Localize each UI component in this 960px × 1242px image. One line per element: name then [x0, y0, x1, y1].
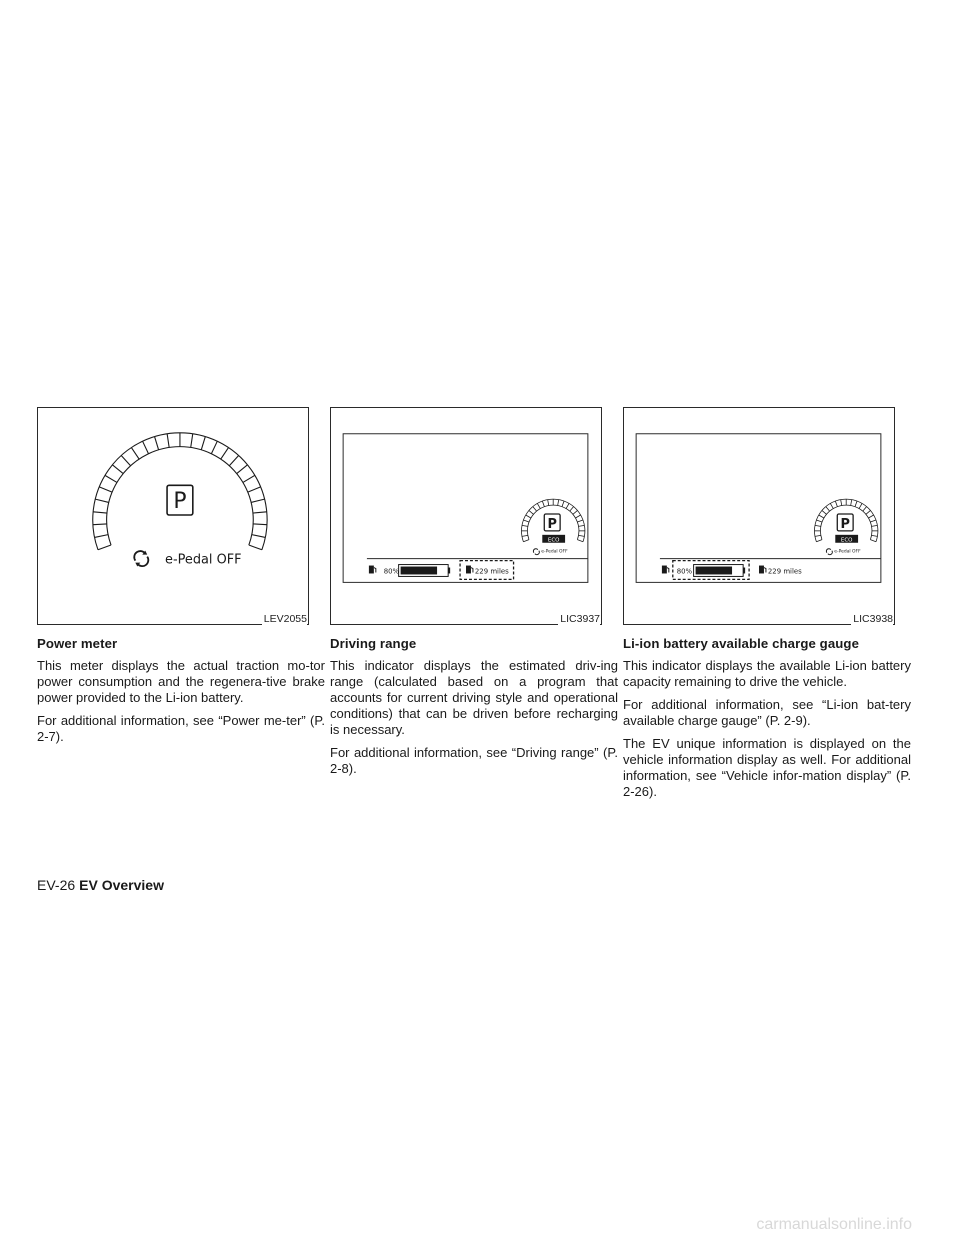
section-heading: Power meter — [37, 636, 118, 651]
arc-segment-tick — [221, 448, 229, 460]
arc-segment-tick — [229, 455, 238, 465]
arc-segment-tick — [866, 510, 871, 514]
arc-segment-tick — [121, 455, 130, 465]
arc-segment-tick — [529, 510, 534, 514]
section-paragraph: The EV unique information is displayed on the vehicle information display as well. For additional information, see “Vehicle infor-mation display” (P. 2-26). — [623, 736, 911, 799]
epedal-label: e-Pedal OFF — [834, 549, 861, 555]
regen-arrow-icon — [533, 549, 539, 555]
battery-percent: 80% — [383, 567, 400, 576]
arc-segment-tick — [577, 520, 583, 522]
arc-segment-tick — [155, 437, 159, 450]
arc-segment-tick — [576, 515, 581, 518]
arc-segment-tick — [191, 434, 193, 448]
epedal-label: e-Pedal OFF — [541, 549, 568, 555]
arc-segment-tick — [533, 507, 537, 512]
arc-segment-tick — [816, 520, 822, 522]
chapter-title: EV Overview — [79, 877, 164, 893]
arc-segment-tick — [830, 503, 833, 508]
arc-segment-tick — [815, 535, 821, 536]
battery-gauge-illustration — [624, 408, 894, 624]
figure-code: LIC3938 — [853, 613, 893, 625]
arc-segment-tick — [566, 503, 569, 508]
arc-segment-tick — [558, 500, 559, 506]
arc-segment-tick — [253, 512, 267, 513]
eco-badge-text: ECO — [840, 537, 853, 544]
section-battery-gauge — [623, 636, 911, 807]
figure-code: LIC3937 — [560, 613, 600, 625]
page-number: EV-26 — [37, 877, 76, 893]
arc-segment-tick — [577, 540, 583, 542]
arc-segment-tick — [851, 500, 852, 506]
arc-segment-tick — [526, 515, 531, 518]
arc-segment-tick — [99, 487, 112, 492]
fuel-pump-icon — [369, 566, 376, 574]
battery-gauge-fill — [696, 567, 732, 575]
section-heading: Driving range — [330, 636, 417, 651]
eco-badge-text: ECO — [547, 537, 560, 544]
arc-segment-tick — [523, 540, 529, 542]
arc-segment-tick — [816, 540, 822, 542]
fuel-pump-icon — [759, 566, 766, 574]
watermark: carmanualsonline.info — [756, 1216, 912, 1233]
arc-segment-tick — [143, 441, 149, 454]
arc-segment-tick — [579, 525, 585, 526]
battery-gauge-fill — [401, 567, 437, 575]
arc-segment-tick — [835, 501, 837, 507]
arc-segment-tick — [93, 512, 107, 513]
arc-segment-tick — [523, 520, 529, 522]
arc-segment-tick — [841, 500, 842, 506]
arc-segment-tick — [579, 535, 585, 536]
arc-segment-tick — [131, 448, 139, 460]
arc-segment-tick — [248, 487, 261, 492]
power-meter-illustration — [38, 408, 308, 624]
arc-segment-tick — [570, 507, 574, 512]
arc-segment-tick — [573, 510, 578, 514]
arc-segment-tick — [522, 525, 528, 526]
driving-range-illustration — [331, 408, 601, 624]
arc-segment-tick — [95, 535, 109, 538]
range-value: 229 miles — [474, 567, 509, 576]
fuel-pump-icon — [466, 566, 473, 574]
arc-segment-tick — [252, 535, 266, 538]
section-paragraph: This indicator displays the available Li-ion battery capacity remaining to drive the vehicle. — [623, 658, 911, 689]
arc-segment-tick — [870, 520, 876, 522]
arc-segment-tick — [815, 525, 821, 526]
arc-segment-tick — [872, 525, 878, 526]
regen-arrow-icon — [826, 549, 832, 555]
section-paragraph: This meter displays the actual traction mo-tor power consumption and the regenera-tive brake power provided to the Li-ion battery. — [37, 658, 325, 705]
battery-gauge-tip — [448, 568, 450, 574]
arc-segment-tick — [253, 524, 267, 525]
arc-segment-tick — [826, 507, 830, 512]
arc-segment-tick — [869, 515, 874, 518]
battery-percent: 80% — [676, 567, 693, 576]
range-value: 229 miles — [767, 567, 802, 576]
fuel-pump-icon — [662, 566, 669, 574]
gear-indicator: P — [547, 516, 557, 532]
arc-segment-tick — [537, 503, 540, 508]
section-paragraph: For additional information, see “Li-ion bat-tery available charge gauge” (P. 2-9). — [623, 697, 911, 728]
figure-driving-range — [330, 407, 602, 625]
arc-segment-tick — [863, 507, 867, 512]
arc-segment-tick — [243, 475, 255, 482]
epedal-label: e-Pedal OFF — [165, 552, 242, 568]
arc-segment-tick — [237, 465, 248, 474]
arc-segment-tick — [93, 524, 107, 525]
section-paragraph: For additional information, see “Driving range” (P. 2-8). — [330, 745, 618, 776]
arc-segment-tick — [98, 545, 111, 550]
regen-arrow-icon — [134, 551, 148, 567]
arc-segment-tick — [822, 510, 827, 514]
section-heading: Li-ion battery available charge gauge — [623, 636, 860, 651]
figure-power-meter — [37, 407, 309, 625]
arc-segment-tick — [859, 503, 862, 508]
arc-segment-tick — [167, 434, 169, 448]
arc-segment-tick — [522, 535, 528, 536]
arc-segment-tick — [548, 500, 549, 506]
arc-segment-tick — [562, 501, 564, 507]
arc-segment-tick — [855, 501, 857, 507]
arc-segment-tick — [251, 499, 264, 502]
arc-segment-tick — [95, 499, 108, 502]
section-paragraph: This indicator displays the estimated driv-ing range (calculated based on a program that accounts for current driving style and operational conditions) that can be driven before recharging is necessary. — [330, 658, 618, 737]
figure-code: LEV2055 — [263, 613, 307, 625]
arc-segment-tick — [201, 437, 205, 450]
section-driving-range — [330, 636, 618, 784]
arc-segment-tick — [211, 441, 217, 454]
arc-segment-tick — [542, 501, 544, 507]
arc-segment-tick — [870, 540, 876, 542]
figure-battery-gauge — [623, 407, 895, 625]
arc-segment-tick — [819, 515, 824, 518]
section-power-meter — [37, 636, 325, 752]
arc-segment-tick — [249, 545, 262, 550]
section-paragraph: For additional information, see “Power me-ter” (P. 2-7). — [37, 713, 325, 744]
page-footer — [37, 877, 164, 893]
arc-segment-tick — [105, 475, 117, 482]
gear-indicator: P — [840, 516, 850, 532]
battery-gauge-tip — [743, 568, 745, 574]
arc-segment-tick — [872, 535, 878, 536]
gear-indicator: P — [173, 489, 187, 515]
arc-segment-tick — [112, 465, 123, 474]
